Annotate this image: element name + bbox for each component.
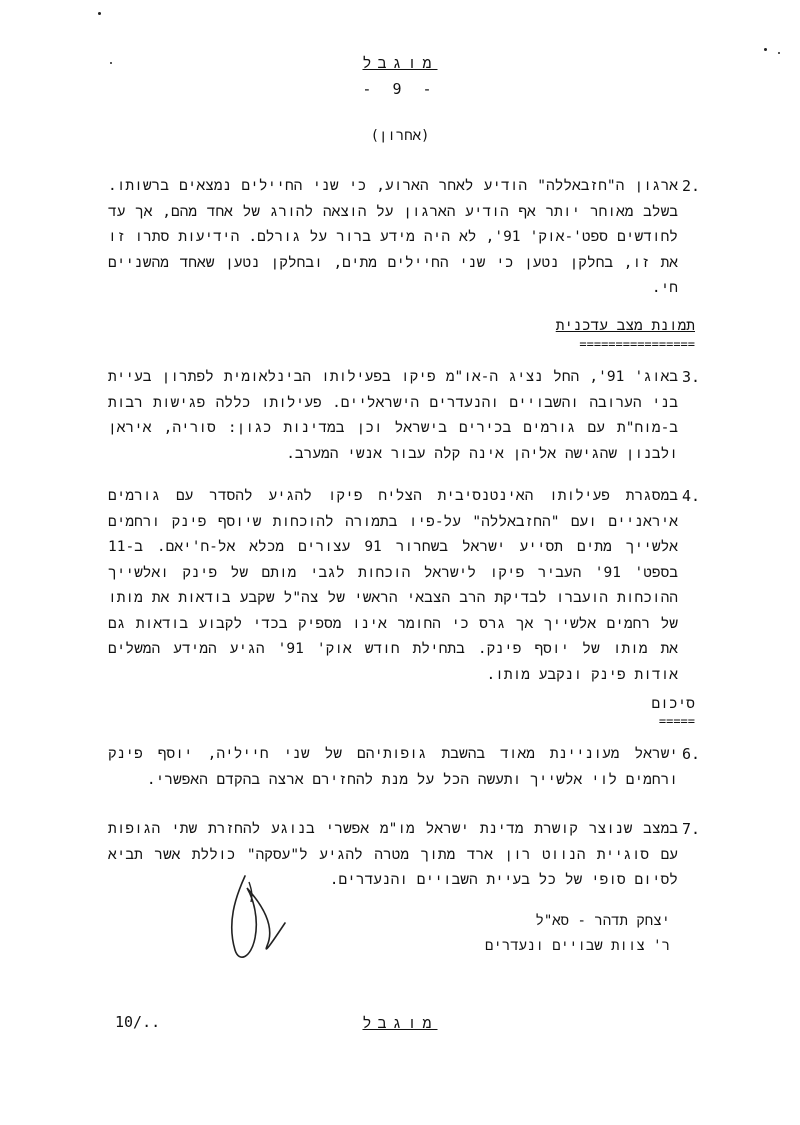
paragraph-7: במצב שנוצר קושרת מדינת ישראל מו"מ אפשרי בנוגע להחזרת שתי הגופות עם סוגיית הנווט רון ארד מתוך מטרה להגיע ל"עסקה" כוללת אשר תביא לסיום סופי של כל בעיית השבויים והנעדרים.	[108, 821, 678, 888]
item-number: 7.	[681, 820, 700, 838]
item-number: 3.	[681, 368, 700, 386]
handwritten-signature	[205, 868, 315, 968]
scan-speck	[778, 52, 780, 54]
scan-speck	[110, 62, 112, 64]
scan-speck	[98, 12, 101, 15]
page-number: - 9 -	[362, 80, 438, 98]
signature-title: ר' צוות שבויים ונעדרים	[485, 938, 670, 954]
item-number: 4.	[681, 487, 700, 505]
continuation-marker: 10/..	[115, 1013, 161, 1031]
paragraph-2: ארגון ה"חזבאללה" הודיע לאחר הארוע, כי שני החיילים נמצאים ברשותו. בשלב מאוחר יותר אף הודיע הארגון על הוצאה להורג של אחד מהם, אך עד לחודשים ספט'-אוק' 91', לא היה מידע ברור על גורלם. הידיעות סתרו זו את זו, בחלקן נטען כי שני החיילים מתים, ובחלקן נטען שאחד מהשניים חי.	[108, 178, 678, 296]
scan-speck	[764, 48, 767, 51]
classification-header: מוגבל	[362, 54, 438, 72]
heading-double-underline: ================	[579, 337, 695, 351]
item-number: 6.	[681, 745, 700, 763]
section-heading-current: תמונת מצב עדכנית	[555, 318, 695, 334]
item-number: 2.	[681, 177, 700, 195]
signature-name: יצחק תדהר - סא"ל	[535, 913, 670, 929]
classification-footer: מוגבל	[362, 1014, 438, 1032]
last-tag: (אחרון)	[370, 128, 430, 144]
heading-double-underline: =====	[658, 714, 695, 728]
paragraph-6: ישראל מעוניינת מאוד בהשבת גופותיהם של שני חייליה, יוסף פינק ורחמים לוי אלשייך ותעשה הכל על מנת להחזירם ארצה בהקדם האפשרי.	[108, 746, 678, 788]
section-heading-summary: סיכום	[651, 696, 695, 712]
paragraph-4: במסגרת פעילותו האינטנסיבית הצליח פיקו להגיע להסדר עם גורמים איראניים ועם "החזבאללה" על-פיו בתמורה להוכחות שיוסף פינק ורחמים אלשייך מתים תסייע ישראל בשחרור 91 עצורים מכלא אל-ח'יאם. ב-11 בספט' 91' העביר פיקו לישראל הוכחות לגבי מותם של פינק ואלשייך ההוכחות הועברו לבדיקת הרב הצבאי הראשי של צה"ל שקבע בודאות את מותו של רחמים אלשייך אך גרס כי החומר אינו מספיק בכדי לקבוע בודאות גם את מותו של יוסף פינק. בתחילת חודש אוק' 91' הגיע המידע המשלים אודות פינק ונקבע מותו.	[108, 488, 679, 683]
paragraph-3: באוג' 91', החל נציג ה-או"מ פיקו בפעילותו הבינלאומית לפתרון בעיית בני הערובה והשבויים והנעדרים הישראליים. פעילותו כללה פגישות רבות ב-מוח"ת עם גורמים בכירים בישראל וכן במדינות כגון: סוריה, איראן ולבנון שהגישה אליהן אינה קלה עבור אנשי המערב.	[108, 369, 678, 462]
